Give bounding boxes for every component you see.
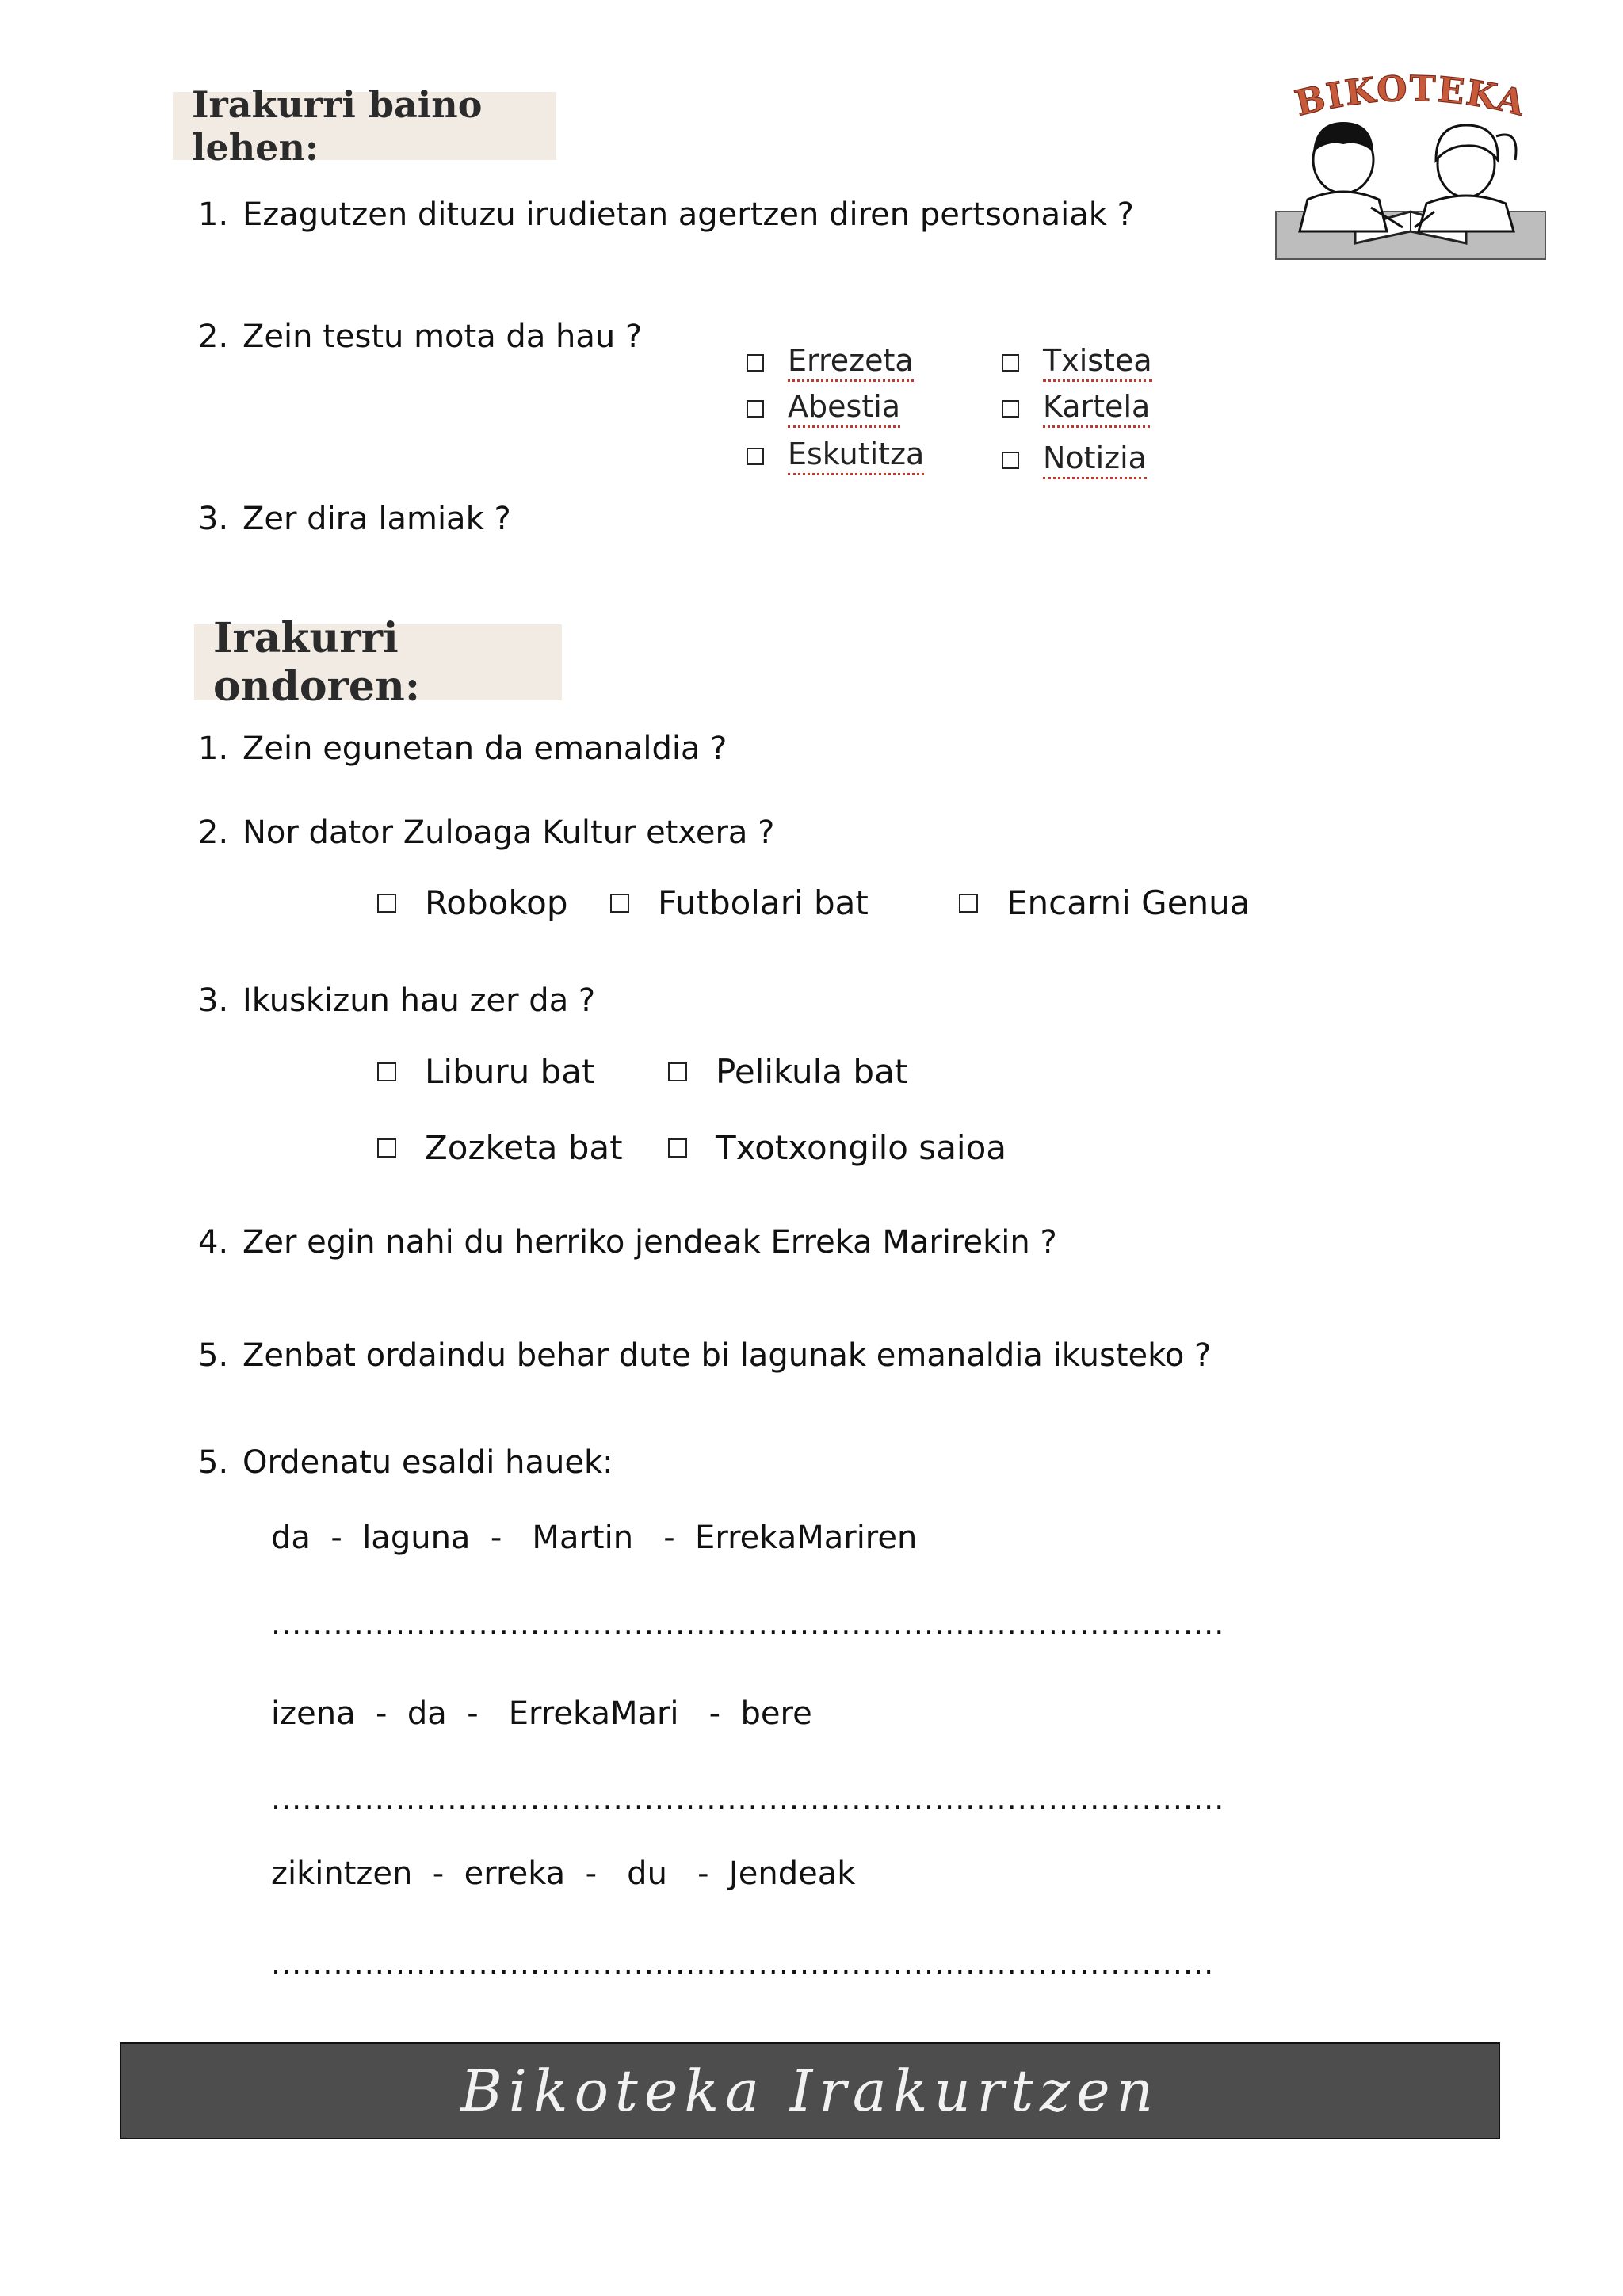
checkbox[interactable] — [747, 400, 764, 418]
answer-line-1[interactable]: ............................................................................................ — [271, 1607, 1225, 1642]
question-before-3: 3. Zer dira lamiak ? — [198, 501, 511, 537]
question-after-3: 3. Ikuskizun hau zer da ? — [198, 982, 596, 1019]
checkbox[interactable] — [668, 1138, 687, 1158]
checkbox[interactable] — [747, 448, 764, 465]
option-eskutitza[interactable]: Eskutitza — [747, 437, 924, 475]
option-notizia[interactable]: Notizia — [1002, 441, 1147, 479]
checkbox[interactable] — [668, 1062, 687, 1081]
sentence-2-words: izena - da - ErrekaMari - bere — [271, 1695, 812, 1732]
option-kartela[interactable]: Kartela — [1002, 389, 1150, 428]
heading-before-reading-text: Irakurri baino lehen: — [192, 83, 483, 169]
question-after-5: 5. Zenbat ordaindu behar dute bi lagunak emanaldia ikusteko ? — [198, 1337, 1212, 1374]
checkbox[interactable] — [610, 894, 629, 913]
children-reading-icon — [1268, 73, 1553, 271]
option-errezeta[interactable]: Errezeta — [747, 343, 914, 382]
question-after-6: 5. Ordenatu esaldi hauek: — [198, 1444, 613, 1481]
checkbox[interactable] — [1002, 400, 1019, 418]
footer-banner — [120, 2042, 1500, 2139]
checkbox[interactable] — [1002, 452, 1019, 469]
answer-line-3[interactable]: ........................................................................................... — [271, 1946, 1215, 1981]
question-after-2: 2. Nor dator Zuloaga Kultur etxera ? — [198, 814, 775, 851]
option-txotxongilo-saioa[interactable]: Txotxongilo saioa — [668, 1128, 1006, 1167]
checkbox[interactable] — [377, 894, 396, 913]
option-futbolari-bat[interactable]: Futbolari bat — [610, 883, 869, 922]
question-after-4: 4. Zer egin nahi du herriko jendeak Erreka Marirekin ? — [198, 1224, 1057, 1261]
checkbox[interactable] — [377, 1138, 396, 1158]
logo-title: BIKOTEKA — [1291, 73, 1530, 124]
logo — [1268, 73, 1553, 271]
question-after-1: 1. Zein egunetan da emanaldia ? — [198, 730, 727, 767]
option-pelikula-bat[interactable]: Pelikula bat — [668, 1052, 907, 1091]
heading-after-reading — [194, 614, 562, 711]
svg-text:BIKOTEKA — [1291, 73, 1529, 124]
sentence-3-words: zikintzen - erreka - du - Jendeak — [271, 1855, 856, 1892]
checkbox[interactable] — [959, 894, 978, 913]
checkbox[interactable] — [747, 354, 764, 372]
heading-before-reading — [173, 83, 556, 169]
option-zozketa-bat[interactable]: Zozketa bat — [377, 1128, 623, 1167]
option-encarni-genua[interactable]: Encarni Genua — [959, 883, 1251, 922]
option-txistea[interactable]: Txistea — [1002, 343, 1152, 382]
question-before-2: 2. Zein testu mota da hau ? — [198, 318, 643, 355]
checkbox[interactable] — [1002, 354, 1019, 372]
footer-title: Bikoteka Irakurtzen — [460, 2058, 1159, 2124]
heading-after-reading-text: Irakurri ondoren: — [213, 614, 421, 711]
question-before-1: 1. Ezagutzen dituzu irudietan agertzen diren pertsonaiak ? — [198, 196, 1134, 233]
checkbox[interactable] — [377, 1062, 396, 1081]
answer-line-2[interactable]: ............................................................................................ — [271, 1781, 1225, 1816]
option-abestia[interactable]: Abestia — [747, 389, 900, 428]
option-robokop[interactable]: Robokop — [377, 883, 568, 922]
sentence-1-words: da - laguna - Martin - ErrekaMariren — [271, 1520, 918, 1556]
option-liburu-bat[interactable]: Liburu bat — [377, 1052, 594, 1091]
